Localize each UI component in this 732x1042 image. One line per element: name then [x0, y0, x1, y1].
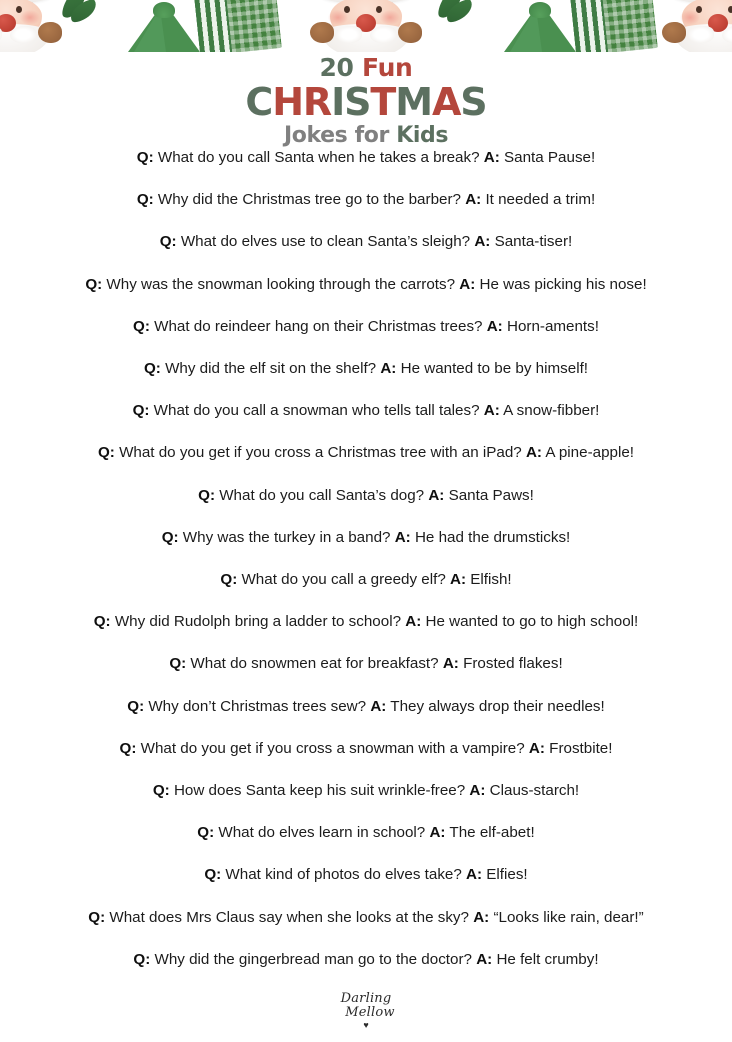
question-text: How does Santa keep his suit wrinkle-free?: [169, 782, 470, 800]
question-label: Q:: [132, 402, 150, 420]
title-letter-1: H: [272, 80, 303, 124]
answer-text: A pine-apple!: [541, 444, 635, 462]
title-line-2: [0, 80, 732, 124]
brand-name: [0, 992, 732, 1020]
joke-line: [24, 361, 708, 376]
title-line-1-word: Fun: [362, 53, 413, 82]
decorative-top-border: [0, 0, 732, 52]
answer-text: Santa-tiser!: [490, 233, 573, 251]
answer-label: A:: [370, 697, 387, 715]
question-label: Q:: [204, 866, 222, 884]
question-label: Q:: [152, 782, 170, 800]
answer-label: A:: [442, 655, 459, 673]
title-line-1: [0, 55, 732, 80]
joke-line: [24, 530, 708, 545]
title-letter-2: R: [302, 80, 332, 124]
answer-text: The elf-abet!: [445, 824, 535, 842]
answer-text: They always drop their needles!: [386, 697, 605, 715]
answer-text: He was picking his nose!: [475, 275, 647, 293]
question-label: Q:: [143, 360, 161, 378]
question-text: Why did the elf sit on the shelf?: [160, 360, 381, 378]
answer-label: A:: [473, 908, 490, 926]
question-text: Why did the gingerbread man go to the doctor?: [150, 950, 477, 968]
question-text: What do you get if you cross a snowman with a vampire?: [136, 739, 529, 757]
title-line-3-prefix: Jokes for: [283, 123, 397, 148]
santa-face-icon: [666, 0, 732, 52]
question-label: Q:: [119, 739, 137, 757]
answer-label: A:: [394, 528, 411, 546]
joke-line: [24, 150, 708, 165]
santa-face-icon: [314, 0, 418, 52]
question-label: Q:: [161, 528, 179, 546]
question-text: What kind of photos do elves take?: [221, 866, 467, 884]
answer-label: A:: [459, 275, 476, 293]
question-text: What do elves learn in school?: [214, 824, 430, 842]
joke-line: [24, 656, 708, 671]
answer-label: A:: [428, 486, 445, 504]
answer-label: A:: [450, 571, 467, 589]
question-label: Q:: [133, 950, 151, 968]
question-label: Q:: [220, 571, 238, 589]
joke-line: [24, 741, 708, 756]
question-label: Q:: [85, 275, 103, 293]
question-label: Q:: [197, 824, 215, 842]
answer-label: A:: [474, 233, 491, 251]
question-text: What do elves use to clean Santa’s sleigh?: [176, 233, 475, 251]
brand-name-line-2: Mellow: [345, 1004, 395, 1020]
question-text: Why did Rudolph bring a ladder to school?: [110, 613, 406, 631]
question-text: What does Mrs Claus say when she looks at the sky?: [105, 908, 474, 926]
answer-text: He had the drumsticks!: [410, 528, 571, 546]
question-text: What do you call Santa when he takes a break?: [153, 149, 484, 166]
joke-line: [24, 192, 708, 207]
answer-label: A:: [476, 950, 493, 968]
answer-text: Elfish!: [466, 571, 512, 589]
answer-text: Frosted flakes!: [458, 655, 563, 673]
question-text: Why was the snowman looking through the carrots?: [102, 275, 460, 293]
joke-line: [24, 234, 708, 249]
question-label: Q:: [198, 486, 215, 504]
answer-text: It needed a trim!: [481, 191, 596, 209]
answer-text: Elfies!: [482, 866, 528, 884]
question-label: Q:: [169, 655, 187, 673]
brand-name-line-1: Darling: [340, 990, 392, 1006]
joke-line: [24, 319, 708, 334]
question-text: What do you call Santa’s dog?: [215, 486, 429, 504]
answer-text: “Looks like rain, dear!”: [489, 908, 644, 926]
answer-label: A:: [483, 402, 500, 420]
page-title: [0, 55, 732, 147]
answer-text: Santa Pause!: [499, 149, 596, 166]
title-letter-0: C: [245, 80, 273, 124]
question-text: What do you get if you cross a Christmas tree with an iPad?: [114, 444, 526, 462]
answer-text: Horn-aments!: [502, 317, 599, 335]
question-label: Q:: [127, 697, 145, 715]
question-label: Q:: [97, 444, 115, 462]
title-letter-6: M: [395, 80, 432, 124]
answer-label: A:: [465, 191, 482, 209]
title-letter-3: I: [331, 80, 345, 124]
holly-sprig-icon: [428, 0, 484, 32]
brand-watermark: [0, 992, 732, 1030]
answer-text: A snow-fibber!: [499, 402, 600, 420]
answer-text: Santa Paws!: [444, 486, 534, 504]
answer-label: A:: [469, 782, 486, 800]
answer-text: He wanted to go to high school!: [421, 613, 639, 631]
question-label: Q:: [133, 317, 150, 335]
answer-text: Claus-starch!: [485, 782, 580, 800]
santa-face-icon: [0, 0, 58, 52]
answer-label: A:: [466, 866, 483, 884]
question-text: Why was the turkey in a band?: [178, 528, 395, 546]
question-label: Q:: [136, 149, 154, 166]
joke-line: [24, 910, 708, 925]
christmas-tree-icon: [504, 2, 576, 52]
answer-text: He wanted to be by himself!: [396, 360, 589, 378]
answer-label: A:: [429, 824, 446, 842]
joke-line: [24, 277, 708, 292]
holly-sprig-icon: [52, 0, 108, 32]
joke-line: [24, 825, 708, 840]
title-line-3: [0, 125, 732, 147]
title-line-3-suffix: Kids: [396, 123, 449, 148]
question-label: Q:: [93, 613, 111, 631]
title-letter-8: S: [460, 80, 487, 124]
question-label: Q:: [88, 908, 106, 926]
question-text: Why did the Christmas tree go to the barber?: [153, 191, 466, 209]
answer-text: Frostbite!: [544, 739, 613, 757]
joke-line: [24, 488, 708, 503]
question-text: Why don’t Christmas trees sew?: [144, 697, 371, 715]
answer-label: A:: [525, 444, 542, 462]
joke-line: [24, 445, 708, 460]
joke-line: [24, 952, 708, 967]
gift-box-icon: [196, 2, 287, 52]
christmas-tree-icon: [128, 2, 200, 52]
joke-line: [24, 614, 708, 629]
answer-text: He felt crumby!: [492, 950, 599, 968]
joke-line: [24, 403, 708, 418]
question-text: What do snowmen eat for breakfast?: [186, 655, 443, 673]
title-letter-7: A: [431, 80, 461, 124]
joke-line: [24, 699, 708, 714]
question-text: What do reindeer hang on their Christmas trees?: [149, 317, 487, 335]
answer-label: A:: [486, 317, 503, 335]
gift-box-icon: [572, 2, 663, 52]
question-text: What do you call a greedy elf?: [237, 571, 450, 589]
title-letter-5: T: [370, 80, 396, 124]
answer-label: A:: [380, 360, 397, 378]
heart-icon: ♥: [363, 1020, 369, 1030]
joke-line: [24, 783, 708, 798]
answer-label: A:: [483, 149, 500, 166]
question-label: Q:: [159, 233, 177, 251]
question-label: Q:: [136, 191, 154, 209]
joke-line: [24, 867, 708, 882]
question-text: What do you call a snowman who tells tall tales?: [149, 402, 484, 420]
title-letter-4: S: [344, 80, 371, 124]
answer-label: A:: [405, 613, 422, 631]
joke-line: [24, 572, 708, 587]
answer-label: A:: [528, 739, 545, 757]
jokes-list: [0, 150, 732, 967]
title-line-1-count: 20: [319, 53, 363, 82]
